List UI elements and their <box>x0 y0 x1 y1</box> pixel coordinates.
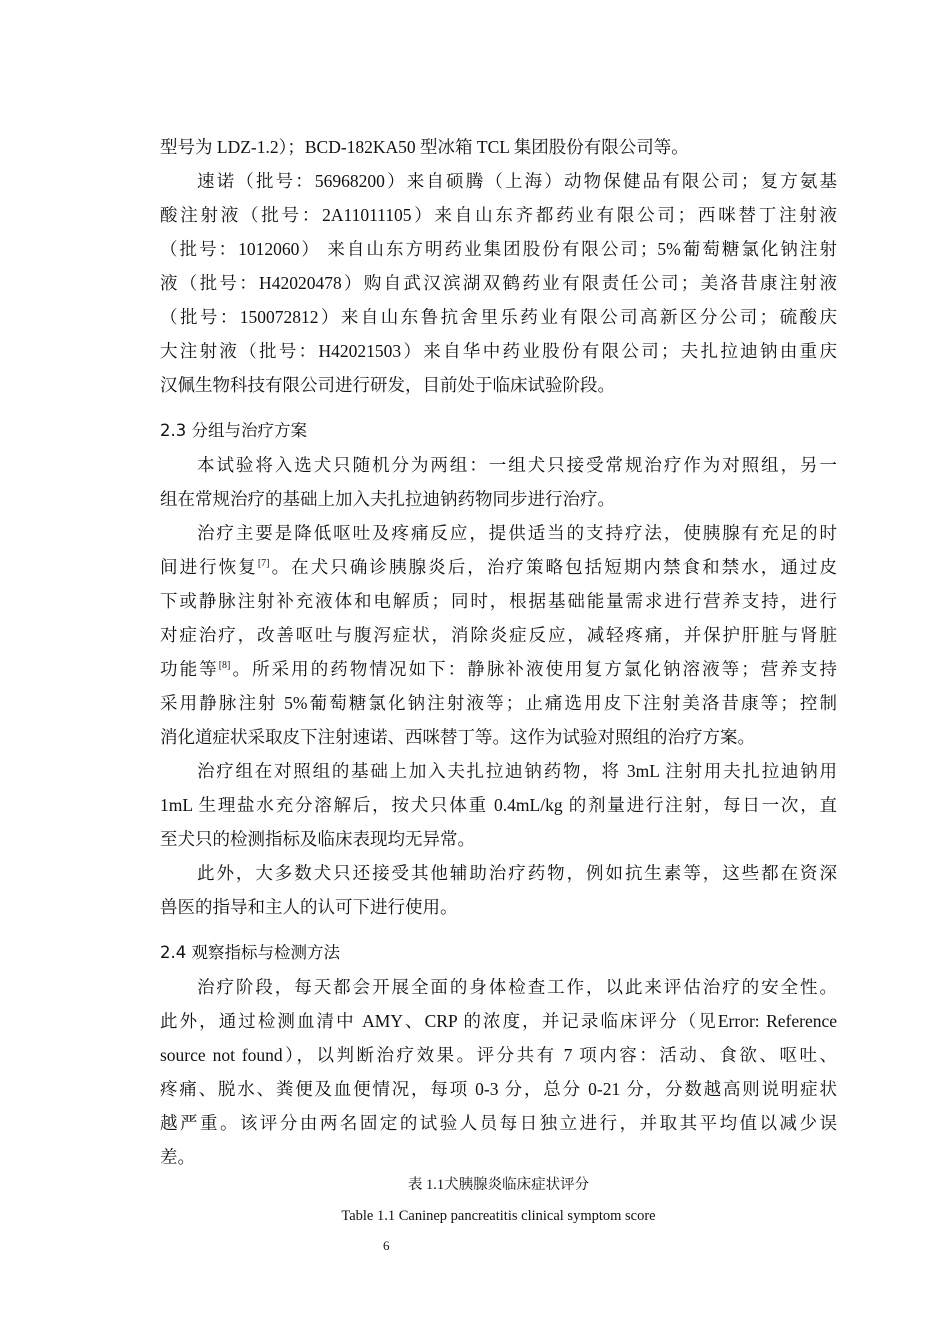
text-line <box>160 550 837 584</box>
text-segment: （批号：1012060） 来自山东方明药业集团股份有限公司；5%葡萄糖氯化钠注射 <box>160 239 837 259</box>
text-line <box>160 232 837 266</box>
text-segment: 。在犬只确诊胰腺炎后，治疗策略包括短期内禁食和禁水，通过皮 <box>269 557 837 577</box>
table-caption: Table 1.1 Caninep pancreatitis clinical symptom score <box>341 1208 656 1224</box>
text-line <box>160 822 837 856</box>
document-body <box>160 130 837 1232</box>
paragraph <box>160 856 837 924</box>
text-segment: 至犬只的检测指标及临床表现均无异常。 <box>160 829 475 849</box>
text-line <box>160 334 837 368</box>
text-segment: 治疗主要是降低呕吐及疼痛反应，提供适当的支持疗法，使胰腺有充足的时 <box>197 523 837 543</box>
text-segment: 功能等 <box>160 659 219 679</box>
section-heading: 2.4 观察指标与检测方法 <box>160 943 340 962</box>
paragraph <box>160 970 837 1174</box>
text-line <box>160 482 837 516</box>
text-segment: 本试验将入选犬只随机分为两组：一组犬只接受常规治疗作为对照组，另一 <box>197 455 837 475</box>
text-line <box>160 1106 837 1140</box>
text-line <box>160 856 837 890</box>
text-segment: 越严重。该评分由两名固定的试验人员每日独立进行，并取其平均值以减少误 <box>160 1113 837 1133</box>
text-segment: 此外，通过检测血清中 AMY、CRP 的浓度，并记录临床评分（见Error: Reference <box>160 1011 837 1031</box>
text-segment: 型号为 LDZ-1.2）；BCD-182KA50 型冰箱 TCL 集团股份有限公司等。 <box>160 137 689 157</box>
text-segment: 采用静脉注射 5%葡萄糖氯化钠注射液等；止痛选用皮下注射美洛昔康等；控制 <box>160 693 837 713</box>
text-segment: 治疗阶段，每天都会开展全面的身体检查工作，以此来评估治疗的安全性。 <box>197 977 837 997</box>
paragraph <box>160 448 837 516</box>
page-number: 6 <box>383 1238 390 1253</box>
section-heading: 2.3 分组与治疗方案 <box>160 421 307 440</box>
text-segment: 液（批号：H42020478）购自武汉滨湖双鹤药业有限责任公司；美洛昔康注射液 <box>160 273 837 293</box>
text-line <box>160 164 837 198</box>
text-line <box>160 516 837 550</box>
text-line <box>160 788 837 822</box>
text-segment: source not found），以判断治疗效果。评分共有 7 项内容：活动、食欲、呕吐、 <box>160 1045 837 1065</box>
text-segment: 大注射液（批号：H42021503）来自华中药业股份有限公司；夫扎拉迪钠由重庆 <box>160 341 837 361</box>
table-caption: 表 1.1犬胰腺炎临床症状评分 <box>407 1177 590 1193</box>
text-line <box>160 970 837 1004</box>
text-line <box>160 1004 837 1038</box>
text-line <box>160 1072 837 1106</box>
text-segment: 。所采用的药物情况如下：静脉补液使用复方氯化钠溶液等；营养支持 <box>230 659 838 679</box>
text-segment: 疼痛、脱水、粪便及血便情况，每项 0-3 分，总分 0-21 分，分数越高则说明症状 <box>160 1079 837 1099</box>
text-line <box>160 1038 837 1072</box>
text-segment: （批号：150072812）来自山东鲁抗舍里乐药业有限公司高新区分公司；硫酸庆 <box>160 307 837 327</box>
text-segment: 差。 <box>160 1147 195 1167</box>
citation-superscript: [8] <box>218 660 231 671</box>
text-line <box>160 300 837 334</box>
text-segment: 酸注射液（批号：2A11011105）来自山东齐都药业有限公司；西咪替丁注射液 <box>160 205 837 225</box>
text-segment: 1mL 生理盐水充分溶解后，按犬只体重 0.4mL/kg 的剂量进行注射，每日一次，直 <box>160 795 837 815</box>
text-line <box>160 686 837 720</box>
text-line <box>160 890 837 924</box>
text-line <box>160 130 837 164</box>
text-segment: 治疗组在对照组的基础上加入夫扎拉迪钠药物，将 3mL 注射用夫扎拉迪钠用 <box>197 761 837 781</box>
text-line <box>160 368 837 402</box>
text-line <box>160 652 837 686</box>
text-line <box>160 618 837 652</box>
text-line <box>160 1140 837 1174</box>
citation-superscript: [7] <box>257 558 270 569</box>
text-line <box>160 720 837 754</box>
text-segment: 此外，大多数犬只还接受其他辅助治疗药物，例如抗生素等，这些都在资深 <box>197 863 837 883</box>
paragraph <box>160 164 837 402</box>
text-segment: 间进行恢复 <box>160 557 258 577</box>
text-line <box>160 754 837 788</box>
paragraph <box>160 130 837 164</box>
text-segment: 组在常规治疗的基础上加入夫扎拉迪钠药物同步进行治疗。 <box>160 489 615 509</box>
text-segment: 对症治疗，改善呕吐与腹泻症状，消除炎症反应，减轻疼痛，并保护肝脏与肾脏 <box>160 625 837 645</box>
paragraph <box>160 754 837 856</box>
text-segment: 汉佩生物科技有限公司进行研发，目前处于临床试验阶段。 <box>160 375 615 395</box>
text-line <box>160 584 837 618</box>
paragraph <box>160 516 837 754</box>
text-line <box>160 448 837 482</box>
text-segment: 兽医的指导和主人的认可下进行使用。 <box>160 897 458 917</box>
text-line <box>160 198 837 232</box>
text-line <box>160 266 837 300</box>
text-segment: 下或静脉注射补充液体和电解质；同时，根据基础能量需求进行营养支持，进行 <box>160 591 837 611</box>
text-segment: 消化道症状采取皮下注射速诺、西咪替丁等。这作为试验对照组的治疗方案。 <box>160 727 755 747</box>
text-segment: 速诺（批号：56968200）来自硕腾（上海）动物保健品有限公司；复方氨基 <box>197 171 837 191</box>
